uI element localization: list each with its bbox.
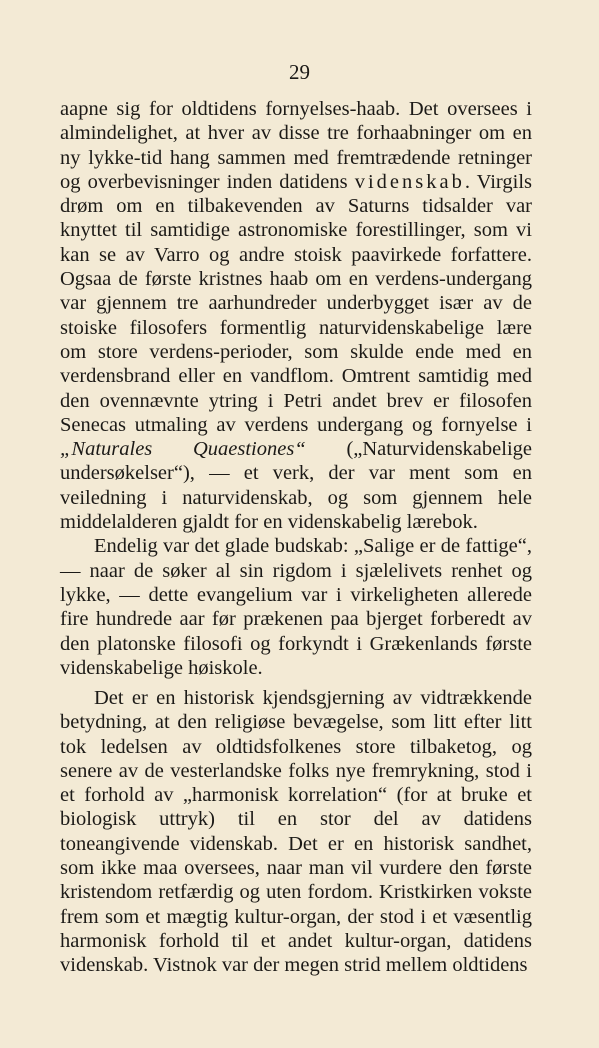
page-number: 29	[289, 60, 310, 84]
paragraph-1-emphasis: videnskab	[354, 170, 465, 193]
paragraph-1	[60, 97, 532, 534]
text-block-upper	[60, 97, 532, 680]
text-block-lower	[60, 686, 532, 978]
paragraph-1-text-a: aapne sig for oldtidens fornyelses-haab. Det oversees i almindelighet, at hver av disse tre forhaabninger om en ny lykke-tid hang sammen med fremtrædende retninger og overbevisninger inden datidens	[60, 98, 532, 193]
paragraph-1-text-b: . Virgils drøm om en tilbakevenden av Saturns tidsalder var knyttet til samtidige astronomiske forestillinger, som vi kan se av Varro og andre stoisk paavirkede forfattere. Ogsaa de første kristnes haab om en verdens-undergang var gjennem tre aarhundreder underbygget især av de stoiske filosofers formentlig naturvidenskabelige lære om store verdens-perioder, som skulde ende med en verdensbrand eller en vandflom. Omtrent samtidig med den ovennævnte ytring i Petri andet brev er filosofen Senecas utmaling av verdens undergang og fornyelse i	[60, 170, 532, 436]
paragraph-1-italic-title: „Naturales Quaestiones“	[60, 438, 306, 461]
paragraph-2: Endelig var det glade budskab: „Salige er de fattige“, — naar de søker al sin rigdom i sjælelivets renhet og lykke, — dette evangelium var i virkeligheten allerede fire hundrede aar før prækenen paa bjerget forberedt av den platonske filosofi og forkyndt i Grækenlands første videnskabelige høiskole.	[60, 535, 532, 679]
paragraph-1-text-c: („Naturvidenskabelige undersøkelser“), — et verk, der var ment som en veiledning i naturvidenskab, og som gjennem hele middelalderen gjaldt for en videnskabelig lærebok.	[60, 438, 532, 534]
paragraph-3: Det er en historisk kjendsgjerning av vidtrækkende betydning, at den religiøse bevægelse, som litt efter litt tok ledelsen av oldtidsfolkenes store tilbaketog, og senere av de vesterlandske folks nye fremrykning, stod i et forhold av „harmonisk korrelation“ (for at bruke et biologisk uttryk) til en stor del av datidens toneangivende videnskab. Det er en historisk sandhet, som ikke maa oversees, naar man vil vurdere den første kristendom retfærdig og uten fordom. Kristkirken vokste frem som et mægtig kultur-organ, der stod i et væsentlig harmonisk forhold til et andet kultur-organ, datidens videnskab. Vistnok var der megen strid mellem oldtidens	[60, 687, 532, 977]
